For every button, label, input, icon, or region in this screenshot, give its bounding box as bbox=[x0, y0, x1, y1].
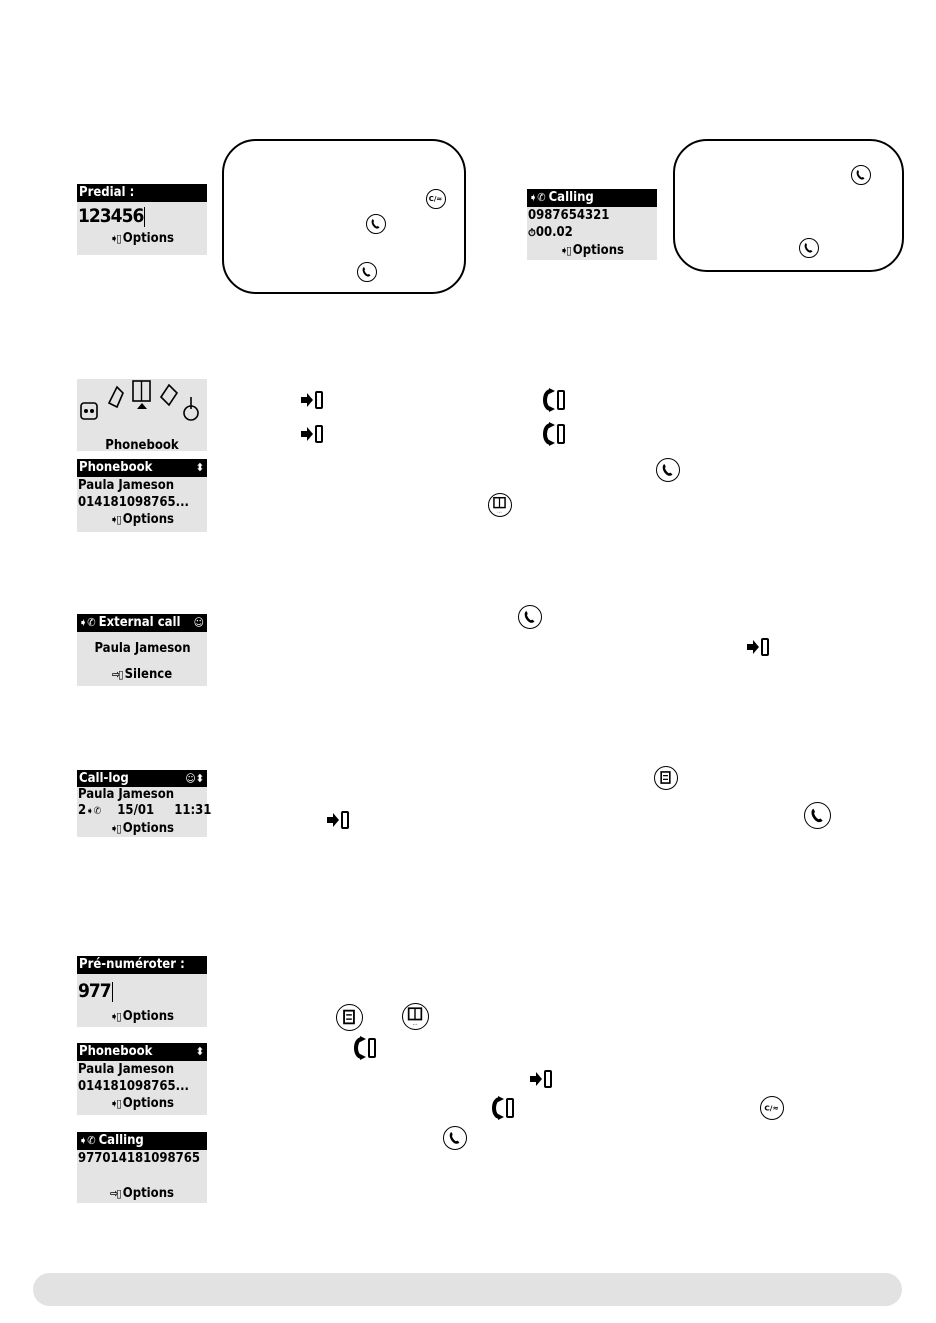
call-date: 15/01 bbox=[117, 803, 155, 818]
phonebook-options: Options bbox=[122, 512, 174, 527]
navigation-key-icon bbox=[488, 1096, 516, 1120]
softkey-arrow-icon bbox=[745, 637, 771, 657]
softkey-arrow-icon: ➧▯ bbox=[560, 244, 570, 257]
svg-text:C/≈: C/≈ bbox=[764, 1103, 779, 1113]
predial-options: Options bbox=[122, 231, 174, 246]
phone-key-icon bbox=[799, 238, 819, 258]
prenumeroter-number: 977 bbox=[78, 980, 111, 1002]
phonebook-screen bbox=[77, 459, 207, 532]
phonebook-title: Phonebook bbox=[79, 1044, 153, 1059]
phone-key-icon bbox=[518, 605, 542, 629]
contact-number: 014181098765... bbox=[78, 495, 189, 510]
prenumeroter-title: Pré-numéroter : bbox=[77, 956, 207, 974]
smiley-scroll-icon: ☺⬍ bbox=[185, 772, 204, 785]
call-log-options: Options bbox=[122, 821, 174, 836]
softkey-arrow-icon: ⇨▯ bbox=[111, 668, 122, 681]
predial-screen bbox=[77, 184, 207, 255]
softkey-arrow-icon bbox=[325, 810, 351, 830]
call-log-screen bbox=[77, 770, 212, 837]
calling-options: Options bbox=[572, 243, 624, 258]
softkey-arrow-icon bbox=[299, 424, 325, 444]
scroll-arrows-icon: ⬍ bbox=[195, 461, 204, 474]
phone-key-icon bbox=[366, 214, 386, 234]
prenumeroter-screen bbox=[77, 956, 207, 1027]
softkey-arrow-icon: ➧▯ bbox=[110, 822, 120, 835]
call-log-key-icon bbox=[336, 1004, 363, 1031]
clear-key-icon bbox=[760, 1096, 784, 1120]
softkey-arrow-icon bbox=[528, 1069, 554, 1089]
call-arrow-icon: ➧✆ bbox=[79, 1134, 96, 1147]
key-callout-bubble bbox=[222, 139, 466, 294]
phone-key-icon bbox=[443, 1126, 467, 1150]
key-callout-bubble bbox=[673, 139, 904, 272]
calling-options: Options bbox=[122, 1186, 174, 1201]
calling-screen bbox=[527, 189, 657, 260]
phonebook-key-icon bbox=[488, 493, 512, 517]
softkey-arrow-icon: ⇨▯ bbox=[110, 1187, 120, 1200]
phone-key-icon bbox=[804, 802, 831, 829]
call-arrow-icon: ➧✆ bbox=[529, 191, 546, 204]
softkey-arrow-icon: ➧▯ bbox=[110, 1010, 120, 1023]
prenumeroter-options: Options bbox=[122, 1009, 174, 1024]
calling-number: 977014181098765 bbox=[78, 1151, 201, 1166]
predial-title: Predial : bbox=[77, 184, 207, 202]
timer-icon: ⏱ bbox=[528, 228, 536, 239]
external-call-screen bbox=[77, 614, 207, 686]
call-time: 11:31 bbox=[174, 803, 212, 818]
menu-screen bbox=[77, 379, 207, 451]
phone-key-icon bbox=[656, 458, 680, 482]
calling-title: Calling bbox=[98, 1133, 144, 1148]
calling-number: 0987654321 bbox=[528, 208, 610, 223]
softkey-arrow-icon: ➧▯ bbox=[110, 513, 120, 526]
calling-title: Calling bbox=[548, 190, 594, 205]
smiley-icon: ☺ bbox=[193, 616, 204, 629]
call-log-key-icon bbox=[654, 766, 678, 790]
contact-number: 014181098765... bbox=[78, 1079, 189, 1094]
page-footer-bar bbox=[33, 1273, 902, 1306]
navigation-key-icon bbox=[350, 1036, 378, 1060]
predial-number: 123456 bbox=[78, 205, 144, 227]
incoming-call-icon: ➧✆ bbox=[86, 806, 102, 817]
caller-name: Paula Jameson bbox=[94, 641, 191, 656]
menu-label: Phonebook bbox=[105, 438, 179, 453]
silence-option: Silence bbox=[124, 667, 173, 682]
navigation-key-icon bbox=[539, 422, 567, 446]
svg-text:C/≈: C/≈ bbox=[428, 195, 443, 203]
phonebook-title: Phonebook bbox=[79, 460, 153, 475]
contact-name: Paula Jameson bbox=[78, 1062, 175, 1077]
call-count: 2 bbox=[78, 803, 87, 818]
contact-name: Paula Jameson bbox=[78, 478, 175, 493]
svg-text:...: ... bbox=[412, 1021, 418, 1028]
call-arrow-icon: ➧✆ bbox=[79, 616, 96, 629]
clear-key-icon bbox=[426, 189, 446, 209]
phone-key-icon bbox=[357, 262, 377, 282]
softkey-arrow-icon bbox=[299, 390, 325, 410]
text-cursor bbox=[112, 982, 113, 1002]
phone-key-icon bbox=[851, 165, 871, 185]
softkey-arrow-icon: ➧▯ bbox=[110, 1097, 120, 1110]
text-cursor bbox=[144, 207, 145, 227]
phonebook-options: Options bbox=[122, 1096, 174, 1111]
scroll-arrows-icon: ⬍ bbox=[195, 1045, 204, 1058]
menu-icons bbox=[77, 379, 207, 431]
navigation-key-icon bbox=[539, 388, 567, 412]
svg-text:...: ... bbox=[497, 508, 502, 515]
call-log-name: Paula Jameson bbox=[78, 787, 175, 802]
call-log-title: Call-log bbox=[79, 771, 129, 786]
external-title: External call bbox=[98, 615, 181, 630]
call-timer: 00.02 bbox=[535, 225, 573, 240]
calling-screen-bottom bbox=[77, 1132, 207, 1203]
phonebook-key-icon bbox=[402, 1003, 429, 1030]
phonebook-screen bbox=[77, 1043, 207, 1115]
softkey-arrow-icon: ➧▯ bbox=[110, 232, 120, 245]
